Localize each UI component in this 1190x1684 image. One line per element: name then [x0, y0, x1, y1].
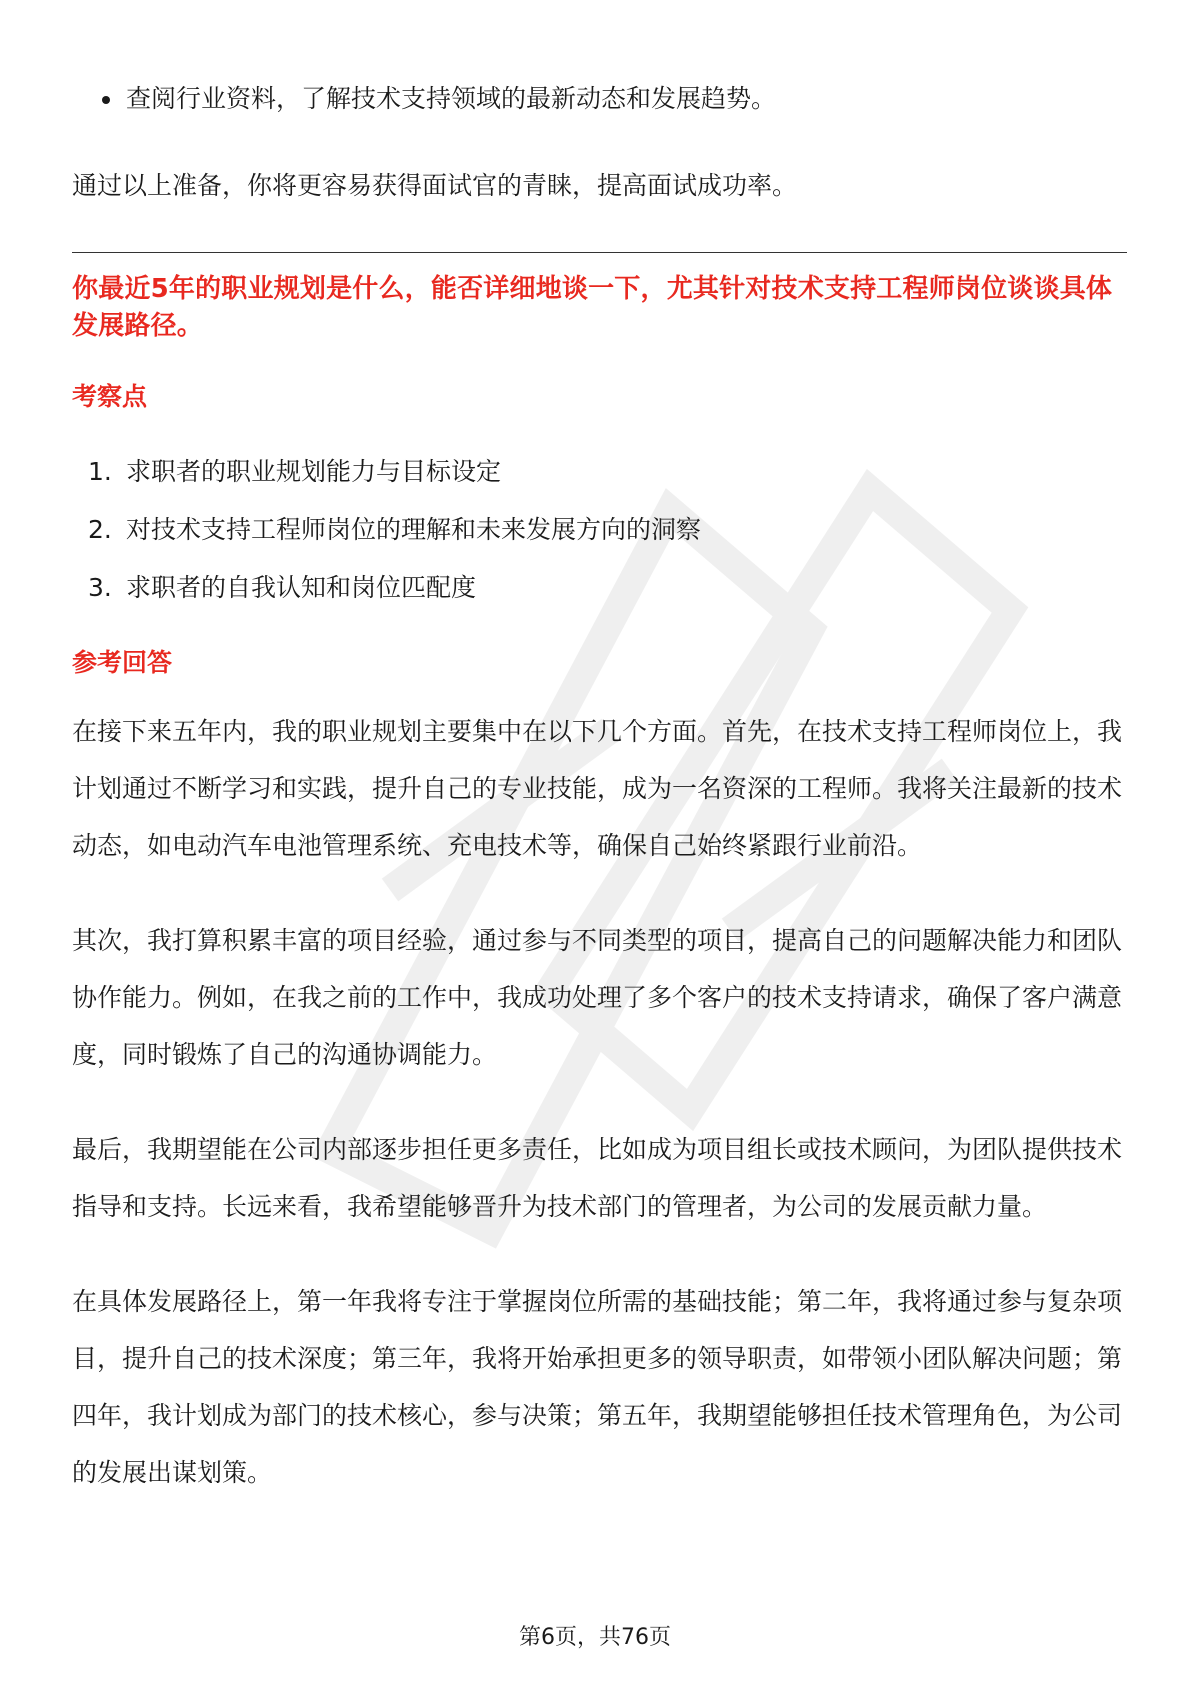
section-divider: [72, 252, 1127, 253]
list-item: 查阅行业资料，了解技术支持领域的最新动态和发展趋势。: [72, 70, 1127, 127]
list-item: [72, 443, 1127, 501]
answer-paragraph: 在具体发展路径上，第一年我将专注于掌握岗位所需的基础技能；第二年，我将通过参与复杂项目，提升自己的技术深度；第三年，我将开始承担更多的领导职责，如带领小团队解决问题；第四年，我计划成为部门的技术核心，参与决策；第五年，我期望能够担任技术管理角色，为公司的发展出谋划策。: [72, 1287, 1123, 1487]
question-heading: 你最近5年的职业规划是什么，能否详细地谈一下，尤其针对技术支持工程师岗位谈谈具体发展路径。: [72, 274, 1113, 341]
answer-paragraph: 其次，我打算积累丰富的项目经验，通过参与不同类型的项目，提高自己的问题解决能力和团队协作能力。例如，在我之前的工作中，我成功处理了多个客户的技术支持请求，确保了客户满意度，同时锻炼了自己的沟通协调能力。: [72, 926, 1123, 1069]
assessment-title: 考察点: [72, 382, 148, 411]
intro-conclusion: 通过以上准备，你将更容易获得面试官的青睐，提高面试成功率。: [72, 171, 798, 200]
assessment-list: [72, 443, 1127, 617]
answer-body: [72, 703, 1127, 1501]
list-item: [72, 559, 1127, 617]
list-item-text: 求职者的职业规划能力与目标设定: [126, 457, 502, 486]
answer-paragraph: 最后，我期望能在公司内部逐步担任更多责任，比如成为项目组长或技术顾问，为团队提供技术指导和支持。长远来看，我希望能够晋升为技术部门的管理者，为公司的发展贡献力量。: [72, 1135, 1123, 1221]
list-item-text: 求职者的自我认知和岗位匹配度: [126, 573, 477, 602]
answer-title: 参考回答: [72, 648, 173, 677]
list-item-number: 3.: [88, 573, 112, 602]
list-item: [72, 501, 1127, 559]
main-content: [72, 70, 1127, 1501]
intro-bullet-list: [72, 70, 1127, 127]
list-item-number: 1.: [88, 457, 112, 486]
list-item-text: 对技术支持工程师岗位的理解和未来发展方向的洞察: [126, 515, 702, 544]
list-item-number: 2.: [88, 515, 112, 544]
page-footer: 第6页，共76页: [519, 1625, 671, 1650]
answer-paragraph: 在接下来五年内，我的职业规划主要集中在以下几个方面。首先，在技术支持工程师岗位上，我计划通过不断学习和实践，提升自己的专业技能，成为一名资深的工程师。我将关注最新的技术动态，如电动汽车电池管理系统、充电技术等，确保自己始终紧跟行业前沿。: [72, 717, 1123, 860]
